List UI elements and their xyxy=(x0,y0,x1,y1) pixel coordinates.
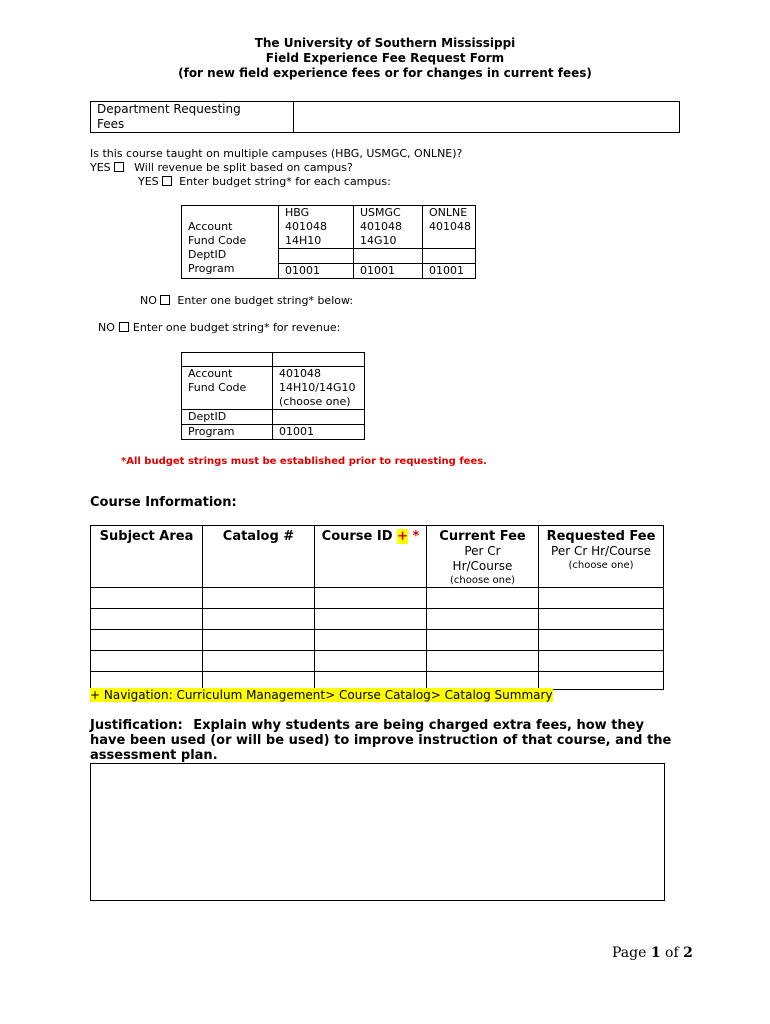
split-no-label: NO xyxy=(140,294,157,307)
department-table xyxy=(90,101,680,133)
campus-col-hbg[interactable] xyxy=(279,206,354,279)
col-subject-area: Subject Area xyxy=(91,526,203,588)
single-program-cell[interactable]: 01001 xyxy=(273,425,365,440)
cell-current-fee[interactable] xyxy=(427,672,539,690)
department-label-line2: Fees xyxy=(97,117,125,131)
campus-col-name: USMGC xyxy=(360,206,401,219)
course-info-title: Course Information: xyxy=(90,495,237,510)
single-label-program: Program xyxy=(188,425,235,438)
single-label-dept: DeptID xyxy=(188,410,227,423)
justification-label: Justification: xyxy=(90,718,183,733)
navigation-note-text: + Navigation: Curriculum Management> Course Catalog> Catalog Summary xyxy=(90,688,553,702)
page-prefix: Page xyxy=(612,945,651,961)
campus-program-value: 01001 xyxy=(279,263,353,278)
campus-col-name: HBG xyxy=(285,206,310,219)
campus-fund-value: 14H10 xyxy=(285,234,322,247)
course-id-label: Course ID xyxy=(321,529,393,544)
col-requested-fee xyxy=(539,526,664,588)
split-yes-text: Enter budget string* for each campus: xyxy=(179,175,391,188)
single-fund-note: (choose one) xyxy=(279,395,351,408)
cell-requested-fee[interactable] xyxy=(539,609,664,630)
table-row xyxy=(91,630,664,651)
campus-col-onlne[interactable] xyxy=(423,206,476,279)
campus-dept-value xyxy=(423,248,475,263)
single-label-account: Account xyxy=(188,367,233,380)
campus-account-value: 401048 xyxy=(360,220,402,233)
single-values-top[interactable] xyxy=(273,367,365,410)
cell-requested-fee[interactable] xyxy=(539,588,664,609)
campus-col-name: ONLNE xyxy=(429,206,468,219)
campus-label-account: Account xyxy=(188,220,233,233)
department-label xyxy=(91,102,294,133)
cell-requested-fee[interactable] xyxy=(539,630,664,651)
page-total: 2 xyxy=(683,945,693,961)
cell-current-fee[interactable] xyxy=(427,609,539,630)
campus-label-dept: DeptID xyxy=(188,248,227,261)
requested-fee-sub: Per Cr Hr/Course xyxy=(551,544,651,558)
cell-subject[interactable] xyxy=(91,651,203,672)
multi-campus-yes-row xyxy=(90,161,353,175)
single-dept-cell[interactable] xyxy=(273,410,365,425)
multi-campus-no-checkbox[interactable] xyxy=(119,322,129,332)
campus-program-value: 01001 xyxy=(354,263,422,278)
justification-text: Explain why students are being charged extra fees, how they have been used (or will be used) to improve instruction of that course, and the assessment plan. xyxy=(90,718,672,763)
cell-course-id[interactable] xyxy=(315,651,427,672)
single-label-dept-cell xyxy=(182,410,273,425)
multi-campus-no-label: NO xyxy=(98,321,115,334)
requested-fee-label: Requested Fee xyxy=(546,529,656,544)
campus-account-value: 401048 xyxy=(429,220,471,233)
current-fee-sub1: Per Cr xyxy=(464,544,501,558)
campus-row-labels xyxy=(182,206,279,279)
page-current: 1 xyxy=(650,945,661,961)
current-fee-label: Current Fee xyxy=(439,529,526,544)
cell-course-id[interactable] xyxy=(315,588,427,609)
single-fund-value: 14H10/14G10 xyxy=(279,381,356,394)
form-subtitle: (for new field experience fees or for changes in current fees) xyxy=(178,66,592,80)
cell-course-id[interactable] xyxy=(315,672,427,690)
multi-campus-no-text: Enter one budget string* for revenue: xyxy=(132,321,341,334)
page-of: of xyxy=(660,945,684,961)
multi-campus-yes-label: YES xyxy=(90,161,111,174)
cell-current-fee[interactable] xyxy=(427,588,539,609)
cell-subject[interactable] xyxy=(91,630,203,651)
cell-requested-fee[interactable] xyxy=(539,672,664,690)
campus-account-value: 401048 xyxy=(285,220,327,233)
current-fee-note: (choose one) xyxy=(449,575,516,586)
justification-textbox[interactable] xyxy=(90,763,665,901)
cell-course-id[interactable] xyxy=(315,609,427,630)
split-yes-label: YES xyxy=(138,175,159,188)
page-number xyxy=(612,945,693,961)
split-yes-checkbox[interactable] xyxy=(162,176,172,186)
cell-catalog[interactable] xyxy=(203,609,315,630)
form-title-university: The University of Southern Mississippi xyxy=(254,36,516,50)
campus-label-program: Program xyxy=(188,262,235,275)
department-label-line1: Department Requesting xyxy=(97,102,241,116)
cell-catalog[interactable] xyxy=(203,672,315,690)
table-row xyxy=(91,588,664,609)
budget-notice: *All budget strings must be established prior to requesting fees. xyxy=(121,456,487,467)
cell-catalog[interactable] xyxy=(203,651,315,672)
justification-paragraph xyxy=(90,718,680,763)
table-row xyxy=(91,609,664,630)
single-label-program-cell xyxy=(182,425,273,440)
cell-catalog[interactable] xyxy=(203,630,315,651)
cell-requested-fee[interactable] xyxy=(539,651,664,672)
cell-subject[interactable] xyxy=(91,609,203,630)
campus-dept-value xyxy=(279,248,353,263)
cell-catalog[interactable] xyxy=(203,588,315,609)
campus-fund-value xyxy=(429,234,475,248)
single-account-value: 401048 xyxy=(279,367,321,380)
col-current-fee xyxy=(427,526,539,588)
split-no-checkbox[interactable] xyxy=(160,295,170,305)
cell-subject[interactable] xyxy=(91,672,203,690)
course-info-table xyxy=(90,525,664,690)
cell-current-fee[interactable] xyxy=(427,651,539,672)
campus-budget-table xyxy=(181,205,476,279)
col-course-id xyxy=(315,526,427,588)
multi-campus-no-row xyxy=(98,321,340,335)
multi-campus-question: Is this course taught on multiple campuses (HBG, USMGC, ONLNE)? xyxy=(90,147,463,160)
multi-campus-yes-checkbox[interactable] xyxy=(114,162,124,172)
table-row xyxy=(91,651,664,672)
split-no-text: Enter one budget string* below: xyxy=(177,294,354,307)
split-no-row xyxy=(140,294,353,308)
navigation-note xyxy=(90,688,553,703)
single-labels-top xyxy=(182,367,273,410)
single-budget-table xyxy=(181,352,365,440)
split-yes-row xyxy=(138,175,391,189)
cell-current-fee[interactable] xyxy=(427,630,539,651)
split-question: Will revenue be split based on campus? xyxy=(134,161,353,174)
campus-program-value: 01001 xyxy=(423,263,475,278)
campus-col-usmgc[interactable] xyxy=(354,206,423,279)
course-id-plus: + xyxy=(397,529,408,544)
single-label-fund: Fund Code xyxy=(188,381,247,394)
table-row xyxy=(91,672,664,690)
col-catalog: Catalog # xyxy=(203,526,315,588)
course-id-star: * xyxy=(412,529,420,544)
current-fee-sub2: Hr/Course xyxy=(452,559,513,573)
campus-label-fund: Fund Code xyxy=(188,234,247,247)
cell-course-id[interactable] xyxy=(315,630,427,651)
campus-fund-value: 14G10 xyxy=(360,234,397,247)
form-title: Field Experience Fee Request Form xyxy=(265,51,505,65)
campus-dept-value xyxy=(354,248,422,263)
cell-subject[interactable] xyxy=(91,588,203,609)
department-field[interactable] xyxy=(294,102,680,133)
requested-fee-note: (choose one) xyxy=(568,560,634,571)
